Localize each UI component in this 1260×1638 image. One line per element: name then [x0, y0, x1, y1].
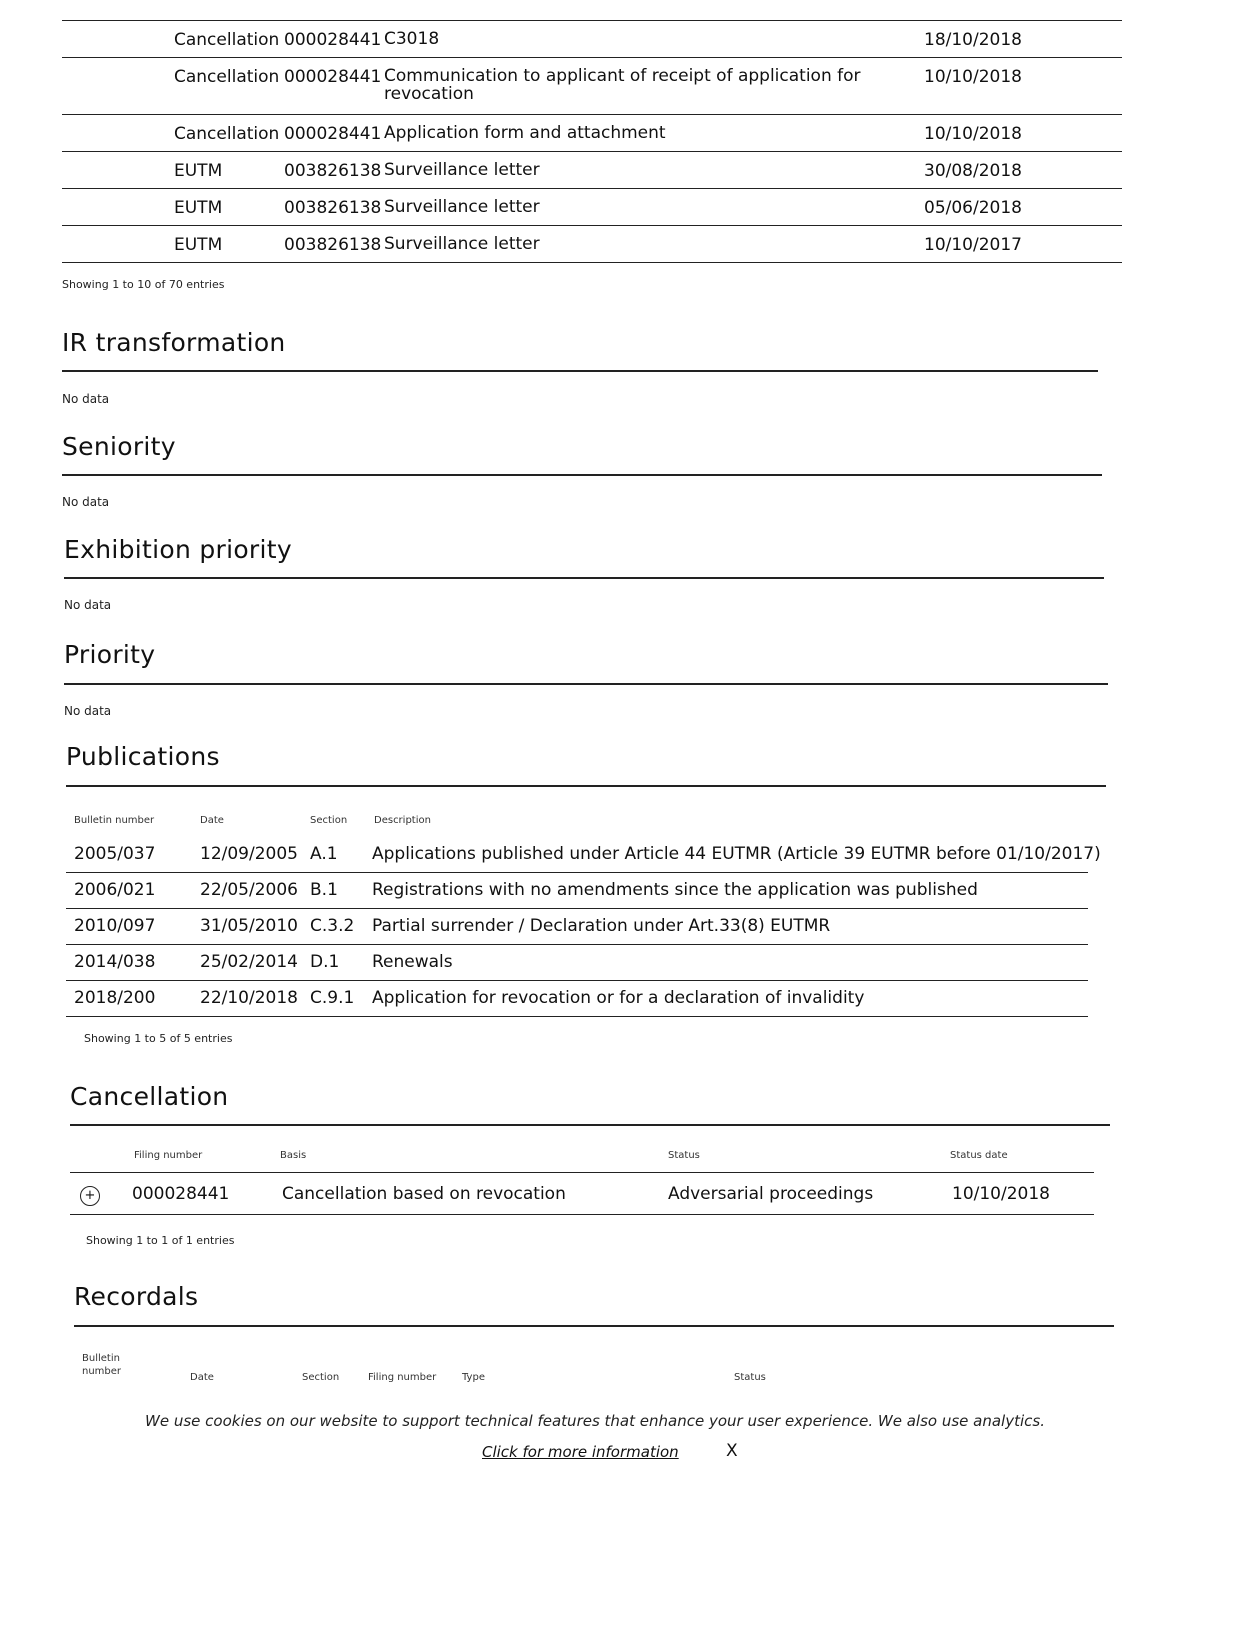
table-info: Showing 1 to 1 of 1 entries	[86, 1234, 235, 1247]
divider	[64, 577, 1104, 579]
table-row[interactable]	[62, 58, 1122, 115]
filing-number[interactable]: 000028441	[132, 1184, 230, 1204]
table-row[interactable]	[70, 1174, 1094, 1215]
pub-description: Registrations with no amendments since the application was published	[372, 880, 978, 900]
table-row[interactable]	[66, 910, 1088, 945]
divider	[66, 785, 1106, 787]
section-title-ir-transformation: IR transformation	[62, 328, 286, 357]
bulletin-number[interactable]: 2006/021	[74, 880, 156, 900]
table-row[interactable]	[62, 189, 1122, 226]
cookie-banner-text: We use cookies on our website to support technical features that enhance your user experience. We also use analytics.	[145, 1412, 1045, 1430]
status: Adversarial proceedings	[668, 1184, 874, 1204]
section-title-seniority: Seniority	[62, 432, 176, 461]
divider	[74, 1325, 1114, 1327]
col-date[interactable]: Date	[200, 815, 224, 826]
pub-description: Applications published under Article 44 EUTMR (Article 39 EUTMR before 01/10/2017)	[372, 844, 1101, 864]
section-title-recordals: Recordals	[74, 1282, 199, 1311]
bulletin-number[interactable]: 2010/097	[74, 916, 156, 936]
table-info: Showing 1 to 5 of 5 entries	[84, 1032, 233, 1045]
no-data-text: No data	[64, 704, 112, 718]
doc-date: 10/10/2018	[924, 67, 1022, 87]
doc-type: Cancellation	[174, 30, 280, 50]
section-title-priority: Priority	[64, 640, 156, 669]
doc-description[interactable]: Surveillance letter	[384, 197, 540, 217]
col-bulletin-number[interactable]: Bulletin number	[74, 815, 155, 826]
pub-date: 12/09/2005	[200, 844, 298, 864]
pub-section: D.1	[310, 952, 340, 972]
bulletin-number[interactable]: 2005/037	[74, 844, 156, 864]
status-date: 10/10/2018	[952, 1184, 1050, 1204]
no-data-text: No data	[64, 598, 112, 612]
col-section[interactable]: Section	[302, 1372, 340, 1383]
doc-date: 30/08/2018	[924, 161, 1022, 181]
no-data-text: No data	[62, 495, 110, 509]
table-info: Showing 1 to 10 of 70 entries	[62, 278, 225, 291]
section-title-cancellation: Cancellation	[70, 1082, 229, 1111]
doc-description[interactable]: Surveillance letter	[384, 234, 540, 254]
doc-description[interactable]: Communication to applicant of receipt of application for revocation	[384, 66, 861, 104]
bulletin-number[interactable]: 2018/200	[74, 988, 156, 1008]
table-row[interactable]	[66, 874, 1088, 909]
recordals-header	[82, 1352, 1102, 1386]
table-row[interactable]	[62, 115, 1122, 152]
doc-type: EUTM	[174, 161, 223, 181]
doc-date: 18/10/2018	[924, 30, 1022, 50]
doc-type: EUTM	[174, 198, 223, 218]
documents-table	[62, 20, 1122, 263]
pub-section: A.1	[310, 844, 338, 864]
col-filing-number[interactable]: Filing number	[134, 1150, 203, 1161]
pub-description: Partial surrender / Declaration under Art.33(8) EUTMR	[372, 916, 831, 936]
col-date[interactable]: Date	[190, 1372, 214, 1383]
basis: Cancellation based on revocation	[282, 1184, 566, 1204]
pub-description: Renewals	[372, 952, 453, 972]
col-description[interactable]: Description	[374, 815, 431, 826]
no-data-text: No data	[62, 392, 110, 406]
col-type[interactable]: Type	[462, 1372, 485, 1383]
doc-type: EUTM	[174, 235, 223, 255]
col-basis[interactable]: Basis	[280, 1150, 307, 1161]
divider	[62, 370, 1098, 372]
divider	[62, 474, 1102, 476]
table-row[interactable]	[62, 21, 1122, 58]
divider	[64, 683, 1108, 685]
doc-date: 10/10/2017	[924, 235, 1022, 255]
col-filing-number[interactable]: Filing number	[368, 1372, 437, 1383]
table-row[interactable]	[66, 982, 1088, 1017]
doc-number: 000028441	[284, 30, 382, 50]
cookie-more-info-link[interactable]: Click for more information	[482, 1443, 679, 1461]
pub-section: B.1	[310, 880, 338, 900]
publications-header	[74, 815, 1084, 835]
doc-date: 05/06/2018	[924, 198, 1022, 218]
bulletin-number[interactable]: 2014/038	[74, 952, 156, 972]
doc-date: 10/10/2018	[924, 124, 1022, 144]
doc-type: Cancellation	[174, 67, 280, 87]
doc-number: 000028441	[284, 124, 382, 144]
pub-section: C.9.1	[310, 988, 355, 1008]
expand-icon[interactable]: +	[80, 1186, 100, 1206]
pub-date: 31/05/2010	[200, 916, 298, 936]
pub-section: C.3.2	[310, 916, 355, 936]
pub-description: Application for revocation or for a declaration of invalidity	[372, 988, 865, 1008]
table-row[interactable]	[66, 946, 1088, 981]
col-status[interactable]: Status	[734, 1372, 766, 1383]
table-row[interactable]	[62, 226, 1122, 263]
doc-number: 003826138	[284, 161, 382, 181]
section-title-exhibition-priority: Exhibition priority	[64, 535, 292, 564]
table-row[interactable]	[66, 838, 1101, 873]
col-status-date[interactable]: Status date	[950, 1150, 1008, 1161]
divider	[70, 1124, 1110, 1126]
col-status[interactable]: Status	[668, 1150, 700, 1161]
section-title-publications: Publications	[66, 742, 220, 771]
col-section[interactable]: Section	[310, 815, 348, 826]
pub-date: 22/05/2006	[200, 880, 298, 900]
doc-description[interactable]: Application form and attachment	[384, 123, 666, 143]
doc-number: 003826138	[284, 198, 382, 218]
close-icon[interactable]: X	[726, 1441, 738, 1461]
doc-description[interactable]: C3018	[384, 29, 440, 49]
doc-type: Cancellation	[174, 124, 280, 144]
table-row[interactable]	[62, 152, 1122, 189]
doc-number: 000028441	[284, 67, 382, 87]
cancellation-header	[70, 1150, 1094, 1173]
col-bulletin-number[interactable]: Bulletin number	[82, 1353, 122, 1377]
doc-number: 003826138	[284, 235, 382, 255]
doc-description[interactable]: Surveillance letter	[384, 160, 540, 180]
pub-date: 22/10/2018	[200, 988, 298, 1008]
pub-date: 25/02/2014	[200, 952, 298, 972]
